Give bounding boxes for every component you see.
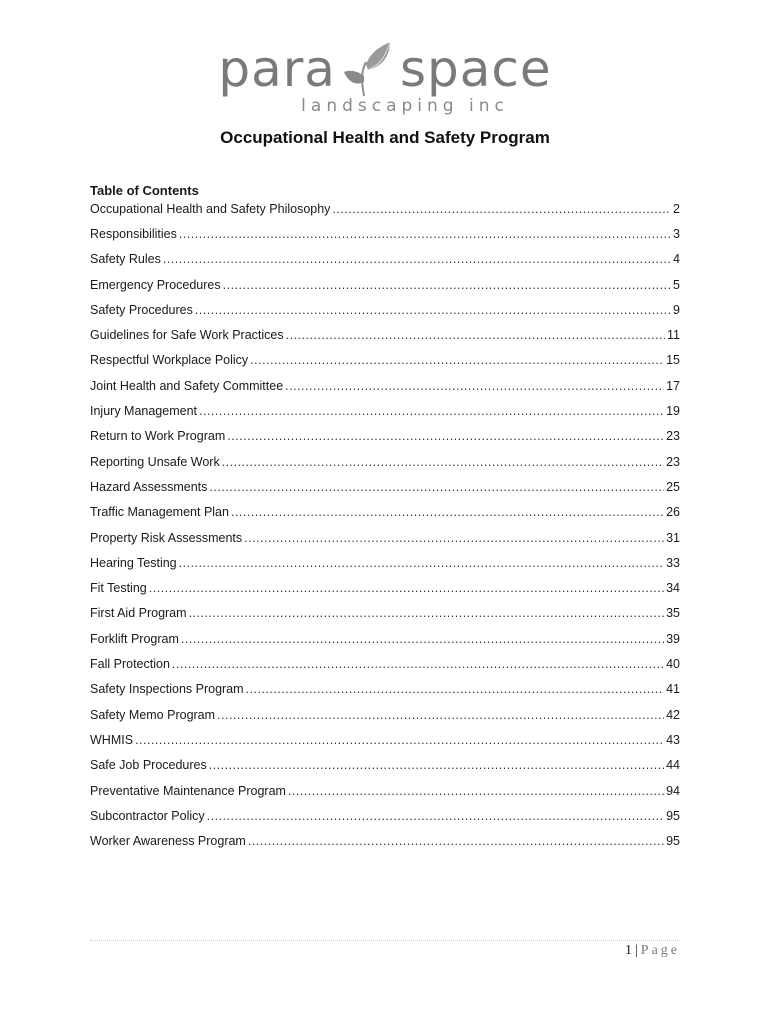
document-title: Occupational Health and Safety Program (220, 128, 550, 147)
toc-entry-page: 15 (666, 353, 680, 368)
toc-leader-dots (199, 402, 664, 421)
toc-entry[interactable] (90, 706, 680, 731)
toc-entry-title: Occupational Health and Safety Philosophy (90, 202, 331, 216)
toc-leader-dots (149, 579, 664, 598)
toc-entry[interactable] (90, 377, 680, 402)
toc-entry-page: 17 (666, 378, 680, 393)
toc-entry[interactable] (90, 478, 680, 503)
toc-entry-title: Worker Awareness Program (90, 834, 246, 849)
toc-entry[interactable] (90, 453, 680, 478)
toc-leader-dots (189, 604, 665, 623)
toc-entry[interactable] (90, 782, 680, 807)
toc-entry[interactable] (90, 554, 680, 579)
toc-entry-title: Safety Rules (90, 252, 161, 267)
footer-separator: | (634, 943, 638, 958)
toc-entry[interactable] (90, 630, 680, 655)
footer-divider (90, 940, 680, 941)
toc-entry[interactable] (90, 503, 680, 528)
toc-entry-title: Return to Work Program (90, 429, 226, 444)
toc-entry[interactable] (90, 351, 680, 376)
toc-entry-page: 35 (666, 606, 680, 621)
toc-entry-page: 4 (673, 252, 680, 267)
toc-leader-dots (285, 377, 664, 396)
toc-leader-dots (195, 301, 671, 320)
toc-leader-dots (209, 478, 664, 497)
logo-subtitle: landscaping inc (301, 96, 509, 116)
toc-entry[interactable] (90, 276, 680, 301)
footer-page-label: Page (640, 943, 680, 958)
toc-leader-dots (179, 554, 664, 573)
toc-leader-dots (222, 453, 664, 472)
toc-leader-dots (223, 276, 671, 295)
toc-entry-title: Injury Management (90, 404, 198, 419)
toc-entry-page: 19 (666, 404, 680, 419)
toc-entry-title: Responsibilities (90, 227, 177, 241)
toc-entry-page: 42 (666, 707, 680, 722)
toc-entry[interactable] (90, 250, 680, 275)
toc-entry-title: Safety Procedures (90, 302, 193, 317)
toc-entry[interactable] (90, 807, 680, 832)
toc-leader-dots (179, 225, 671, 244)
toc-leader-dots (217, 706, 664, 725)
toc-leader-dots (250, 351, 664, 370)
toc-list (90, 200, 680, 857)
toc-entry-page: 5 (673, 277, 680, 292)
toc-entry[interactable] (90, 200, 680, 225)
toc-entry-page: 23 (666, 454, 680, 469)
leaf-icon (342, 40, 394, 98)
toc-entry-page: 9 (673, 302, 680, 317)
toc-entry-title: Safety Memo Program (90, 707, 216, 722)
toc-leader-dots (163, 250, 671, 269)
toc-entry-page: 43 (666, 732, 680, 747)
page-footer (90, 943, 680, 959)
toc-entry[interactable] (90, 427, 680, 452)
toc-leader-dots (248, 832, 664, 851)
toc-entry[interactable] (90, 579, 680, 604)
toc-entry[interactable] (90, 402, 680, 427)
company-logo (0, 38, 770, 118)
toc-entry-page: 34 (666, 581, 680, 596)
toc-entry[interactable] (90, 604, 680, 629)
toc-heading: Table of Contents (90, 183, 199, 198)
toc-entry-page: 41 (666, 682, 680, 697)
toc-entry[interactable] (90, 756, 680, 781)
toc-entry-page: 94 (666, 783, 680, 798)
toc-entry-page: 25 (666, 479, 680, 494)
toc-entry-page: 95 (666, 834, 680, 849)
toc-leader-dots (207, 807, 664, 826)
toc-entry[interactable] (90, 832, 680, 857)
toc-entry[interactable] (90, 655, 680, 680)
toc-entry-page: 31 (666, 530, 680, 545)
toc-entry-title: First Aid Program (90, 606, 187, 621)
toc-entry[interactable] (90, 326, 680, 351)
toc-entry-title: Forklift Program (90, 631, 179, 646)
toc-entry[interactable] (90, 680, 680, 705)
toc-entry[interactable] (90, 529, 680, 554)
toc-entry-title: Traffic Management Plan (90, 505, 229, 520)
toc-entry-title: Fit Testing (90, 581, 147, 596)
toc-leader-dots (286, 326, 665, 345)
toc-entry-page: 11 (667, 328, 680, 343)
toc-entry-page: 3 (673, 227, 680, 241)
toc-entry-title: Guidelines for Safe Work Practices (90, 328, 284, 343)
toc-entry-title: Reporting Unsafe Work (90, 454, 220, 469)
toc-leader-dots (227, 427, 664, 446)
toc-leader-dots (246, 680, 665, 699)
toc-entry-page: 95 (666, 808, 680, 823)
logo-word-para: para (218, 40, 336, 98)
toc-entry-title: WHMIS (90, 732, 134, 747)
logo-word-space: space (399, 40, 552, 98)
toc-entry-page: 26 (666, 505, 680, 520)
toc-entry-page: 33 (666, 555, 680, 570)
toc-entry-title: Property Risk Assessments (90, 530, 243, 545)
toc-entry-page: 44 (666, 758, 680, 773)
logo-wordmark (0, 38, 770, 100)
toc-entry-title: Joint Health and Safety Committee (90, 378, 284, 393)
toc-entry-page: 40 (666, 657, 680, 672)
toc-entry[interactable] (90, 225, 680, 250)
toc-entry-title: Fall Protection (90, 657, 170, 672)
toc-leader-dots (332, 200, 671, 219)
toc-entry-page: 2 (673, 202, 680, 216)
toc-entry-title: Hazard Assessments (90, 479, 208, 494)
toc-entry[interactable] (90, 731, 680, 756)
toc-leader-dots (181, 630, 664, 649)
toc-entry[interactable] (90, 301, 680, 326)
toc-leader-dots (172, 655, 664, 674)
toc-leader-dots (231, 503, 664, 522)
toc-entry-title: Hearing Testing (90, 555, 177, 570)
toc-entry-title: Safety Inspections Program (90, 682, 244, 697)
toc-entry-title: Safe Job Procedures (90, 758, 207, 773)
toc-entry-title: Emergency Procedures (90, 277, 221, 292)
toc-entry-page: 23 (666, 429, 680, 444)
toc-entry-page: 39 (666, 631, 680, 646)
toc-leader-dots (135, 731, 664, 750)
footer-page-number: 1 (624, 943, 632, 958)
toc-leader-dots (288, 782, 664, 801)
toc-leader-dots (244, 529, 664, 548)
toc-entry-title: Subcontractor Policy (90, 808, 205, 823)
toc-entry-title: Respectful Workplace Policy (90, 353, 249, 368)
toc-entry-title: Preventative Maintenance Program (90, 783, 286, 798)
table-of-contents (90, 182, 680, 857)
toc-leader-dots (209, 756, 664, 775)
